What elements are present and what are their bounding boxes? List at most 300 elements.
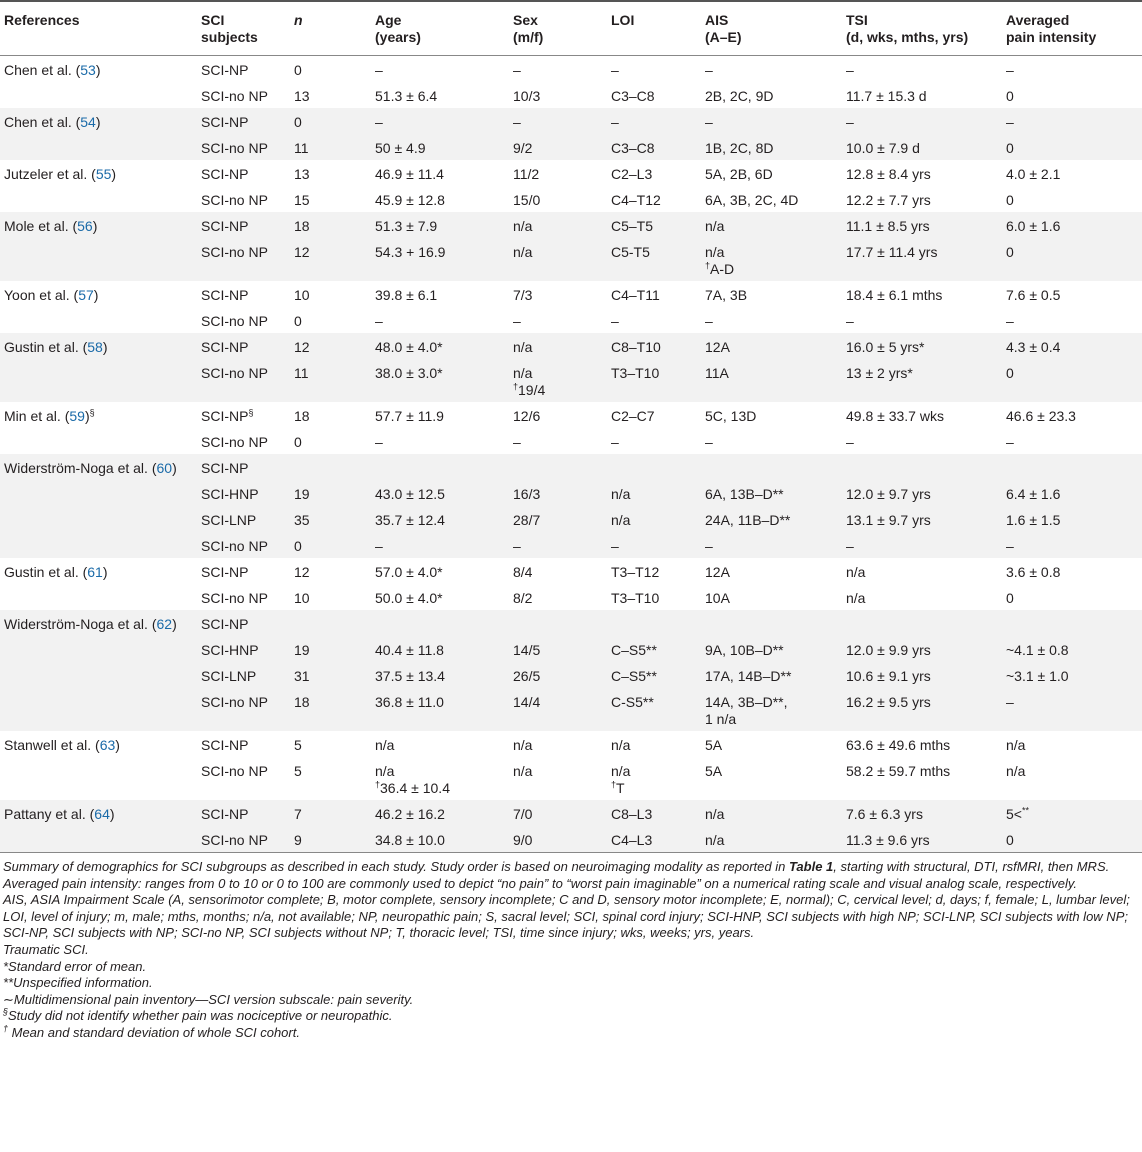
pain-cell (1002, 662, 1142, 688)
subject-cell (197, 662, 290, 688)
age-cell (371, 757, 509, 800)
pain-cell (1002, 428, 1142, 454)
loi-value: n/a (611, 512, 631, 528)
subject-group: SCI-LNP (201, 512, 257, 528)
reference-author: Stanwell et al. ( (4, 737, 100, 753)
ais-value: – (705, 434, 713, 450)
sex-cell (509, 402, 607, 428)
sex-cell (509, 480, 607, 506)
pain-value: 0 (1006, 192, 1014, 208)
loi-cell (607, 826, 701, 853)
sex-value: 14/5 (513, 642, 541, 658)
subject-group: SCI-NP (201, 218, 249, 234)
subject-cell (197, 56, 290, 83)
age-value: 51.3 ± 7.9 (375, 218, 438, 234)
age-cell (371, 108, 509, 134)
loi-value: C–S5** (611, 642, 657, 658)
n-value: 0 (294, 114, 302, 130)
tsi-cell (842, 480, 1002, 506)
table-row (0, 212, 1142, 238)
tsi-value: 10.0 ± 7.9 d (846, 140, 920, 156)
tsi-cell (842, 558, 1002, 584)
table-row (0, 238, 1142, 281)
n-value: 31 (294, 668, 310, 684)
ais-value: 11A (705, 365, 729, 381)
reference-cell (0, 108, 197, 134)
pain-cell (1002, 757, 1142, 800)
ais-value: n/a (705, 806, 725, 822)
tsi-cell (842, 584, 1002, 610)
age-value: 46.2 ± 16.2 (375, 806, 445, 822)
reference-number-link[interactable]: 62 (156, 616, 173, 632)
sex-cell (509, 134, 607, 160)
pain-value: – (1006, 313, 1014, 329)
subject-group: SCI-NP (201, 460, 249, 476)
ais-cell (701, 826, 842, 853)
tsi-cell (842, 333, 1002, 359)
sex-cell (509, 307, 607, 333)
table-row (0, 506, 1142, 532)
loi-cell (607, 186, 701, 212)
ais-value: – (705, 114, 713, 130)
n-value: 10 (294, 590, 310, 606)
pain-value: 0 (1006, 244, 1014, 260)
ais-cell (701, 307, 842, 333)
pain-value: 3.6 ± 0.8 (1006, 564, 1061, 580)
subject-group: SCI-NP (201, 287, 249, 303)
pain-value: ~3.1 ± 1.0 (1006, 668, 1069, 684)
sex-value: 7/0 (513, 806, 533, 822)
age-value: 45.9 ± 12.8 (375, 192, 445, 208)
sex-cell (509, 281, 607, 307)
tsi-cell (842, 281, 1002, 307)
subject-cell (197, 454, 290, 480)
n-value: 11 (294, 140, 309, 156)
subject-cell (197, 584, 290, 610)
n-cell (290, 160, 371, 186)
cohort-note-line (611, 780, 697, 797)
table-row (0, 281, 1142, 307)
n-value: 15 (294, 192, 310, 208)
tsi-cell (842, 402, 1002, 428)
header-label: SCI (201, 12, 225, 28)
table-row (0, 56, 1142, 83)
age-value: 40.4 ± 11.8 (375, 642, 444, 658)
loi-value: – (611, 114, 619, 130)
ais-cell (701, 186, 842, 212)
table-row (0, 480, 1142, 506)
sex-cell (509, 454, 607, 480)
header-sublabel: (years) (375, 29, 421, 45)
pain-value: 5< (1006, 806, 1022, 822)
table-row (0, 584, 1142, 610)
subject-cell (197, 428, 290, 454)
age-cell (371, 333, 509, 359)
table-footnotes (0, 853, 1142, 1042)
tsi-value: – (846, 62, 854, 78)
age-cell (371, 662, 509, 688)
tsi-cell (842, 186, 1002, 212)
tsi-value: 13 ± 2 yrs* (846, 365, 913, 381)
tsi-value: – (846, 313, 854, 329)
pain-cell (1002, 584, 1142, 610)
subject-cell (197, 134, 290, 160)
reference-cell (0, 238, 197, 281)
reference-number-link[interactable]: 57 (78, 287, 94, 303)
traumatic-note: Traumatic SCI. (3, 941, 89, 957)
ais-cell (701, 402, 842, 428)
ais-value: 17A, 14B–D** (705, 668, 792, 684)
ais-cell (701, 56, 842, 83)
pain-value: 0 (1006, 365, 1014, 381)
table-1-link[interactable]: Table 1 (788, 859, 834, 874)
pain-value: – (1006, 114, 1014, 130)
subject-cell (197, 238, 290, 281)
sex-value: 16/3 (513, 486, 541, 502)
ais-cell (701, 212, 842, 238)
pain-value: – (1006, 538, 1014, 554)
ais-cell (701, 662, 842, 688)
ais-cell (701, 636, 842, 662)
reference-author: Jutzeler et al. ( (4, 166, 96, 182)
sex-value: 28/7 (513, 512, 541, 528)
tsi-cell (842, 428, 1002, 454)
cohort-note-line (375, 780, 505, 797)
n-value: 12 (294, 244, 310, 260)
loi-value: – (611, 62, 619, 78)
n-cell (290, 56, 371, 83)
loi-cell (607, 688, 701, 731)
reference-cell (0, 610, 197, 636)
subject-group: SCI-NP (201, 408, 249, 424)
loi-cell (607, 800, 701, 826)
age-cell (371, 800, 509, 826)
table-row (0, 757, 1142, 800)
age-value: 35.7 ± 12.4 (375, 512, 445, 528)
subject-cell (197, 186, 290, 212)
sex-cell (509, 428, 607, 454)
pain-value: – (1006, 434, 1014, 450)
reference-number-link[interactable]: 60 (156, 460, 173, 476)
ais-cell (701, 584, 842, 610)
tsi-value: 58.2 ± 59.7 mths (846, 763, 951, 779)
tsi-value: – (846, 114, 854, 130)
loi-value: – (611, 313, 619, 329)
ais-value: 6A, 13B–D** (705, 486, 784, 502)
pain-cell (1002, 108, 1142, 134)
reference-cell (0, 454, 197, 480)
table-row (0, 359, 1142, 402)
loi-cell (607, 359, 701, 402)
loi-cell (607, 757, 701, 800)
subject-cell (197, 281, 290, 307)
loi-cell (607, 281, 701, 307)
n-value: 18 (294, 694, 310, 710)
loi-value: C2–L3 (611, 166, 653, 182)
ais-value: 12A (705, 564, 730, 580)
subject-group: SCI-no NP (201, 538, 268, 554)
header-label: Age (375, 12, 402, 28)
pain-value: 46.6 ± 23.3 (1006, 408, 1076, 424)
ais-cell (701, 558, 842, 584)
pain-cell (1002, 731, 1142, 757)
sex-cell (509, 558, 607, 584)
subject-group: SCI-HNP (201, 642, 259, 658)
table-row (0, 333, 1142, 359)
age-value: 50 ± 4.9 (375, 140, 426, 156)
loi-value: C3–C8 (611, 88, 655, 104)
age-value: 34.8 ± 10.0 (375, 832, 445, 848)
age-cell (371, 56, 509, 83)
age-value: 48.0 ± 4.0* (375, 339, 443, 355)
n-cell (290, 108, 371, 134)
age-cell (371, 584, 509, 610)
pain-value: 4.0 ± 2.1 (1006, 166, 1061, 182)
loi-value: – (611, 538, 619, 554)
reference-cell (0, 688, 197, 731)
loi-cell (607, 532, 701, 558)
ais-cell (701, 532, 842, 558)
n-value: 10 (294, 287, 310, 303)
tsi-value: 13.1 ± 9.7 yrs (846, 512, 931, 528)
age-value: 36.8 ± 11.0 (375, 694, 444, 710)
tilde-note: ∼Multidimensional pain inventory—SCI version subscale: pain severity. (3, 991, 414, 1007)
reference-cell (0, 281, 197, 307)
table-body (0, 56, 1142, 853)
loi-cell (607, 56, 701, 83)
reference-number-link[interactable]: 59 (69, 408, 85, 424)
reference-number-link[interactable]: 55 (95, 166, 112, 182)
subject-group: SCI-NP (201, 616, 249, 632)
ais-value: 24A, 11B–D** (705, 512, 791, 528)
subject-cell (197, 402, 290, 428)
age-value: 46.9 ± 11.4 (375, 166, 444, 182)
header-n (290, 1, 371, 56)
loi-cell (607, 480, 701, 506)
subject-cell (197, 688, 290, 731)
tsi-cell (842, 506, 1002, 532)
pain-cell (1002, 160, 1142, 186)
ais-value: 5A, 2B, 6D (705, 166, 773, 182)
sex-value: n/a (513, 737, 533, 753)
ais-cell (701, 731, 842, 757)
header-label: Sex (513, 12, 538, 28)
n-value: 19 (294, 486, 310, 502)
reference-number-link[interactable]: 64 (94, 806, 110, 822)
pain-value: 0 (1006, 832, 1014, 848)
cohort-note-line (705, 261, 838, 278)
sex-value: 12/6 (513, 408, 541, 424)
pain-value: 0 (1006, 88, 1014, 104)
sex-cell (509, 186, 607, 212)
header-sci-subjects (197, 1, 290, 56)
tsi-cell (842, 826, 1002, 853)
reference-number-link[interactable]: 54 (80, 114, 96, 130)
dagger-text: Mean and standard deviation of whole SCI cohort. (8, 1024, 300, 1040)
tsi-cell (842, 662, 1002, 688)
pain-cell (1002, 636, 1142, 662)
tsi-cell (842, 610, 1002, 636)
sex-cell (509, 731, 607, 757)
n-cell (290, 558, 371, 584)
table-row (0, 428, 1142, 454)
reference-number-link[interactable]: 56 (77, 218, 93, 234)
subject-cell (197, 82, 290, 108)
pain-value: 4.3 ± 0.4 (1006, 339, 1061, 355)
cohort-value: 36.4 ± 10.4 (380, 780, 450, 796)
section-text: Study did not identify whether pain was nociceptive or neuropathic. (8, 1008, 393, 1024)
subject-group: SCI-no NP (201, 365, 268, 381)
reference-number-link[interactable]: 58 (87, 339, 103, 355)
n-value: 0 (294, 313, 302, 329)
pain-value: n/a (1006, 763, 1026, 779)
header-age (371, 1, 509, 56)
reference-author: Min et al. ( (4, 408, 70, 424)
loi-value: C5–T5 (611, 218, 654, 234)
sex-value: – (513, 62, 521, 78)
sex-value: 9/0 (513, 832, 533, 848)
pain-value: 6.0 ± 1.6 (1006, 218, 1061, 234)
sex-cell (509, 82, 607, 108)
ais-cell (701, 134, 842, 160)
reference-cell (0, 307, 197, 333)
loi-value: n/a (611, 486, 631, 502)
tsi-cell (842, 82, 1002, 108)
reference-cell (0, 757, 197, 800)
sex-value: 7/3 (513, 287, 533, 303)
subject-group: SCI-no NP (201, 590, 268, 606)
cohort-value: A-D (710, 261, 735, 277)
n-cell (290, 454, 371, 480)
age-cell (371, 186, 509, 212)
reference-close: ) (172, 460, 177, 476)
reference-close: ) (109, 806, 115, 822)
tsi-value: 12.0 ± 9.7 yrs (846, 486, 931, 502)
n-cell (290, 333, 371, 359)
sex-value: n/a (513, 365, 533, 381)
section-symbol: § (3, 1007, 9, 1018)
table-row (0, 402, 1142, 428)
sex-cell (509, 333, 607, 359)
ais-cell (701, 359, 842, 402)
reference-number-link[interactable]: 53 (80, 62, 96, 78)
pain-value: n/a (1006, 737, 1026, 753)
reference-author: Widerström-Noga et al. ( (4, 460, 157, 476)
reference-cell (0, 800, 197, 826)
n-value: 5 (294, 763, 302, 779)
table-row (0, 134, 1142, 160)
tsi-value: 12.8 ± 8.4 yrs (846, 166, 931, 182)
subject-group: SCI-no NP (201, 192, 268, 208)
section-note (3, 1008, 1138, 1025)
header-sublabel: pain intensity (1006, 29, 1097, 45)
subject-cell (197, 108, 290, 134)
tsi-value: 18.4 ± 6.1 mths (846, 287, 943, 303)
reference-author: Yoon et al. ( (4, 287, 79, 303)
loi-cell (607, 108, 701, 134)
sex-cell (509, 688, 607, 731)
reference-number-link[interactable]: 63 (99, 737, 116, 753)
n-cell (290, 281, 371, 307)
header-label: TSI (846, 12, 868, 28)
age-cell (371, 428, 509, 454)
table-row (0, 800, 1142, 826)
age-value: 57.0 ± 4.0* (375, 564, 443, 580)
loi-cell (607, 402, 701, 428)
age-cell (371, 826, 509, 853)
tsi-value: n/a (846, 564, 866, 580)
reference-author: Chen et al. ( (4, 62, 81, 78)
reference-cell (0, 584, 197, 610)
age-cell (371, 558, 509, 584)
tsi-value: 12.0 ± 9.9 yrs (846, 642, 931, 658)
tsi-value: 10.6 ± 9.1 yrs (846, 668, 931, 684)
pain-value: 1.6 ± 1.5 (1006, 512, 1061, 528)
reference-cell (0, 56, 197, 83)
age-cell (371, 506, 509, 532)
age-cell (371, 636, 509, 662)
sex-cell (509, 160, 607, 186)
sex-value: n/a (513, 339, 533, 355)
loi-cell (607, 731, 701, 757)
ais-cell (701, 108, 842, 134)
loi-cell (607, 333, 701, 359)
reference-author: Pattany et al. ( (4, 806, 95, 822)
pain-value: 7.6 ± 0.5 (1006, 287, 1061, 303)
loi-value: C-S5** (611, 694, 654, 710)
ais-value: n/a (705, 832, 725, 848)
sex-cell (509, 212, 607, 238)
unspecified-mark: ** (1021, 805, 1029, 816)
age-value: 37.5 ± 13.4 (375, 668, 445, 684)
pain-cell (1002, 506, 1142, 532)
n-cell (290, 731, 371, 757)
reference-cell (0, 731, 197, 757)
n-cell (290, 800, 371, 826)
sex-value: 8/2 (513, 590, 533, 606)
loi-value: C4–T12 (611, 192, 661, 208)
tsi-cell (842, 238, 1002, 281)
reference-close: ) (92, 218, 98, 234)
pain-cell (1002, 186, 1142, 212)
subject-cell (197, 731, 290, 757)
header-pain-intensity (1002, 1, 1142, 56)
subject-group: SCI-NP (201, 737, 249, 753)
sex-cell (509, 800, 607, 826)
n-value: 13 (294, 166, 310, 182)
reference-cell (0, 186, 197, 212)
pain-value: – (1006, 62, 1014, 78)
tsi-value: 17.7 ± 11.4 yrs (846, 244, 938, 260)
reference-number-link[interactable]: 61 (87, 564, 103, 580)
age-cell (371, 307, 509, 333)
tsi-cell (842, 108, 1002, 134)
subject-cell (197, 506, 290, 532)
summary-text-end: , starting with structural, DTI, rsfMRI, then MRS. Averaged pain intensity: ranges from 0 to 10 or 0 to 100 are commonly used to depict “no pain” to “worst pain imaginable” on a numerical rating scale and visual analog scale, respectively. (3, 859, 1110, 891)
sex-value: 14/4 (513, 694, 541, 710)
pain-cell (1002, 134, 1142, 160)
n-cell (290, 610, 371, 636)
tsi-value: 63.6 ± 49.6 mths (846, 737, 951, 753)
table-row (0, 636, 1142, 662)
age-cell (371, 454, 509, 480)
table-header (0, 1, 1142, 56)
tsi-value: 7.6 ± 6.3 yrs (846, 806, 923, 822)
subject-group: SCI-no NP (201, 313, 268, 329)
pain-cell (1002, 826, 1142, 853)
sex-cell (509, 56, 607, 83)
table-row (0, 662, 1142, 688)
